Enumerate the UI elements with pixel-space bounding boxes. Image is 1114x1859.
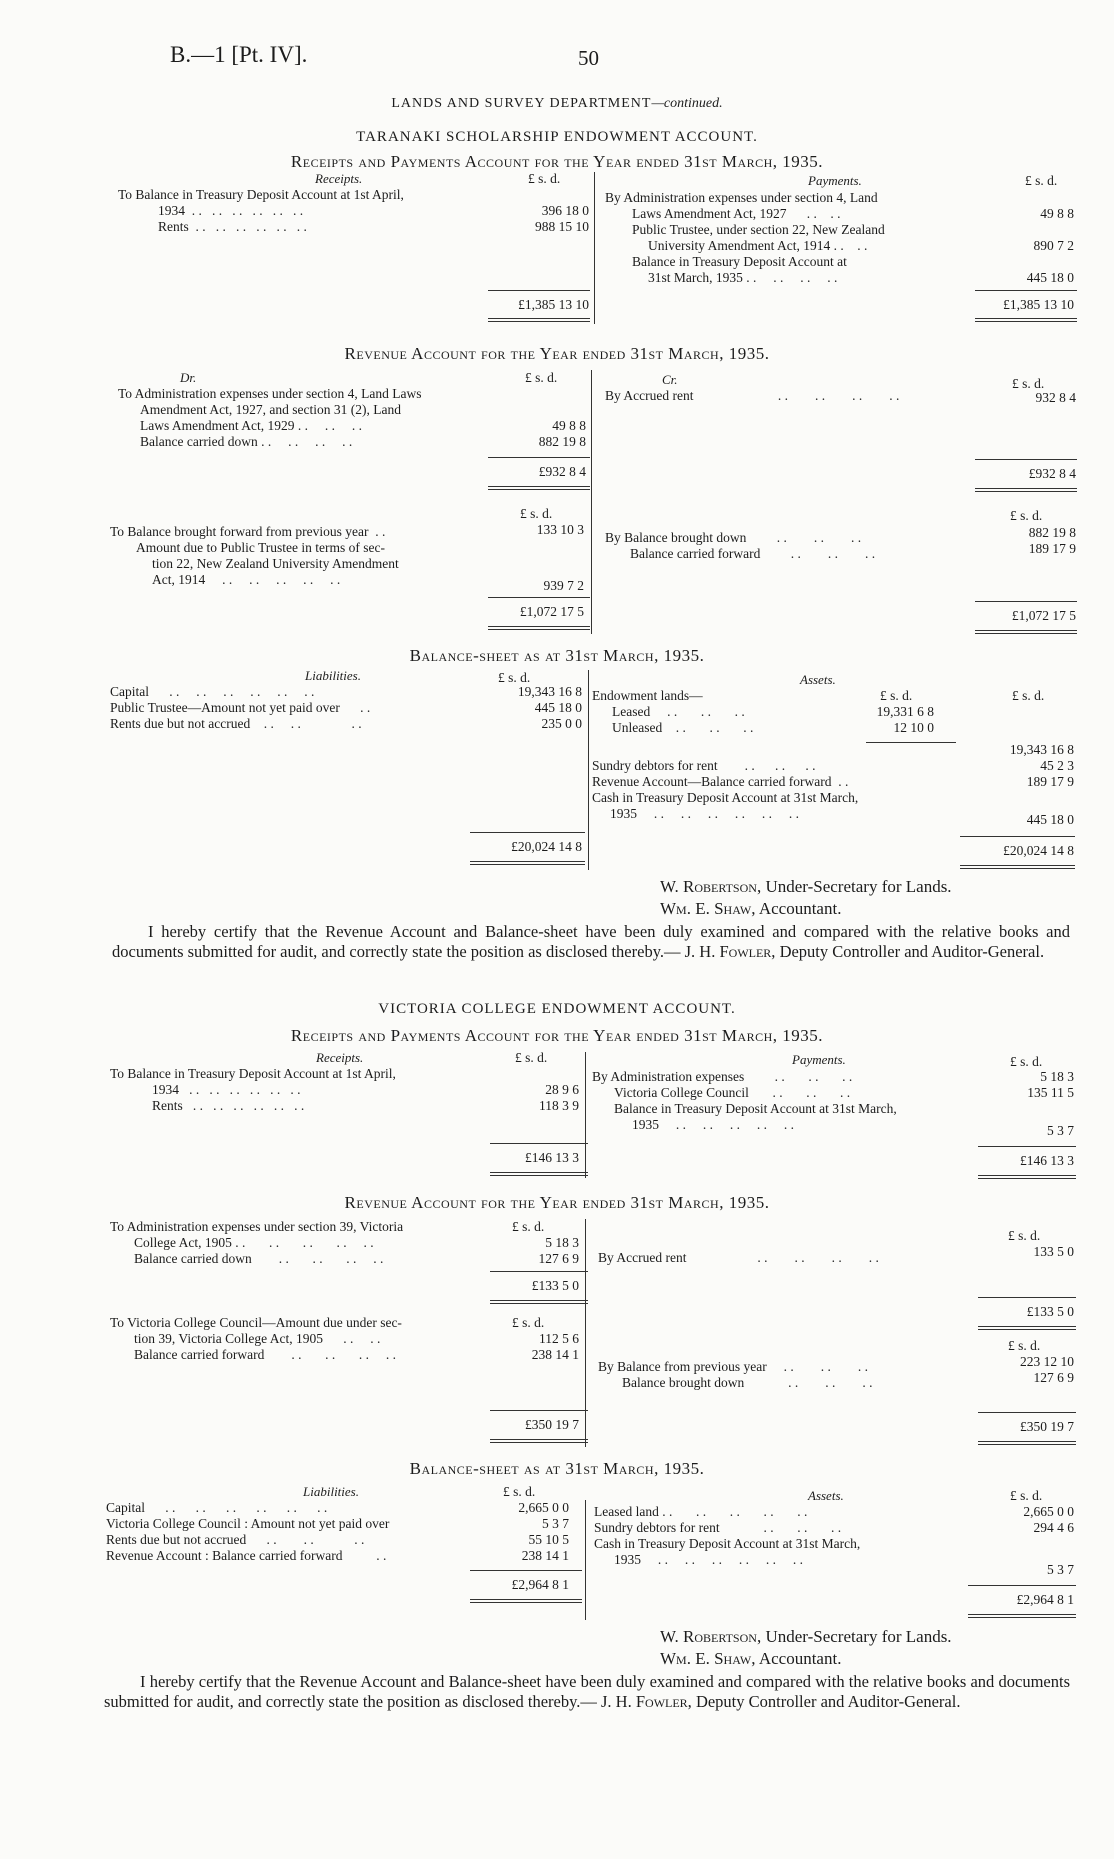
- assets-heading: Assets.: [800, 672, 836, 687]
- column-divider: [585, 1219, 586, 1447]
- double-rule: [488, 486, 590, 490]
- double-rule: [490, 1439, 588, 1443]
- payment-line: 1935 . . . . . . . . . .: [632, 1117, 794, 1132]
- amount: 19,343 16 8: [517, 684, 582, 699]
- total-rule: [488, 457, 590, 458]
- signature-under-secretary: W. Robertson, Under-Secretary for Lands.: [660, 1627, 952, 1646]
- amount: 133 10 3: [536, 522, 584, 537]
- lsd-heading: £ s. d.: [498, 670, 531, 685]
- payments-heading: Payments.: [808, 173, 862, 188]
- account-title: TARANAKI SCHOLARSHIP ENDOWMENT ACCOUNT.: [356, 129, 758, 145]
- signature-accountant: Wm. E. Shaw, Accountant.: [660, 1649, 842, 1668]
- double-rule: [470, 1599, 582, 1603]
- amount: 189 17 9: [1028, 541, 1076, 556]
- amount: 396 18 0: [541, 203, 589, 218]
- asset-line: Endowment lands—: [592, 688, 703, 703]
- assets-total: £2,964 8 1: [1016, 1592, 1074, 1607]
- column-divider: [588, 670, 589, 870]
- amount: 5 3 7: [542, 1516, 569, 1531]
- amount: 55 10 5: [528, 1532, 569, 1547]
- receipt-line: To Balance in Treasury Deposit Account at 1st April,: [118, 187, 404, 202]
- debit-line: College Act, 1905 . . . . . . . . . .: [134, 1235, 374, 1250]
- lsd-heading: £ s. d.: [520, 506, 553, 521]
- total-rule: [470, 1570, 582, 1571]
- liabilities-heading: Liabilities.: [305, 668, 361, 683]
- debit-total: £350 19 7: [525, 1417, 579, 1432]
- credit-total: £1,072 17 5: [1011, 608, 1076, 623]
- amount: 127 6 9: [1033, 1370, 1074, 1385]
- double-rule: [978, 1441, 1076, 1445]
- debit-line: Balance carried down . . . . . . . .: [140, 434, 353, 449]
- lsd-heading: £ s. d.: [880, 688, 913, 703]
- receipts-payments-title: Receipts and Payments Account for the Year ended 31st March, 1935.: [290, 1026, 824, 1045]
- debit-heading: Dr.: [180, 370, 197, 385]
- receipt-line: Rents . . . . . . . . . . . .: [152, 1098, 305, 1113]
- credit-line: Balance brought down . . . . . .: [622, 1375, 873, 1390]
- receipt-line: To Balance in Treasury Deposit Account at 1st April,: [110, 1066, 396, 1081]
- debit-line: To Administration expenses under section 39, Victoria: [110, 1219, 404, 1234]
- lsd-heading: £ s. d.: [503, 1484, 536, 1499]
- total-rule: [978, 1297, 1076, 1298]
- total-rule: [968, 1585, 1076, 1586]
- double-rule: [960, 865, 1075, 869]
- column-divider: [585, 1052, 586, 1178]
- signature-under-secretary: W. Robertson, Under-Secretary for Lands.: [660, 877, 952, 896]
- revenue-title: Revenue Account for the Year ended 31st March, 1935.: [344, 1193, 770, 1212]
- payments-total: £146 13 3: [1020, 1153, 1074, 1168]
- amount: 238 14 1: [521, 1548, 569, 1563]
- debit-line: Balance carried down . . . . . . . .: [134, 1251, 384, 1266]
- lsd-heading: £ s. d.: [1010, 508, 1043, 523]
- lsd-heading: £ s. d.: [512, 1219, 545, 1234]
- account-title: VICTORIA COLLEGE ENDOWMENT ACCOUNT.: [378, 1001, 736, 1017]
- amount: 238 14 1: [531, 1347, 579, 1362]
- signature-accountant: Wm. E. Shaw, Accountant.: [660, 899, 842, 918]
- total-rule: [978, 1412, 1076, 1413]
- amount: 5 3 7: [1047, 1562, 1074, 1577]
- total-rule: [490, 1271, 588, 1272]
- liabilities-heading: Liabilities.: [303, 1484, 359, 1499]
- receipt-line: Rents . . . . . . . . . . . .: [158, 219, 307, 234]
- lsd-heading: £ s. d.: [1008, 1228, 1041, 1243]
- payment-line: 31st March, 1935 . . . . . . . .: [648, 270, 838, 285]
- asset-line: Sundry debtors for rent . . . . . .: [594, 1520, 842, 1535]
- receipts-total: £1,385 13 10: [518, 297, 589, 312]
- liability-line: Revenue Account : Balance carried forward . .: [106, 1548, 387, 1563]
- amount: 49 8 8: [552, 418, 586, 433]
- total-rule: [975, 601, 1077, 602]
- double-rule: [975, 488, 1077, 492]
- receipt-line: 1934 . . . . . . . . . . . .: [158, 203, 304, 218]
- double-rule: [488, 318, 590, 322]
- credit-total: £932 8 4: [1028, 466, 1076, 481]
- amount: 445 18 0: [1026, 270, 1074, 285]
- amount: 5 18 3: [1040, 1069, 1074, 1084]
- credit-line: Balance carried forward . . . . . .: [630, 546, 876, 561]
- liability-line: Capital . . . . . . . . . . . .: [106, 1500, 328, 1515]
- audit-certificate: I hereby certify that the Revenue Account and Balance-sheet have been duly examined and compared with the relative books and documents submitted for audit, and correctly state the position as disclosed thereby.— J. H. Fowler, Deputy Controller and Auditor-General.: [104, 1672, 1070, 1711]
- amount: 135 11 5: [1027, 1085, 1074, 1100]
- asset-line: Sundry debtors for rent . . . . . .: [592, 758, 816, 773]
- debit-line: Act, 1914 . . . . . . . . . .: [152, 572, 341, 587]
- credit-line: By Accrued rent . . . . . . . .: [605, 388, 900, 403]
- amount: 445 18 0: [1026, 812, 1074, 827]
- total-rule: [960, 836, 1075, 837]
- lsd-heading: £ s. d.: [1012, 376, 1045, 391]
- amount: 445 18 0: [534, 700, 582, 715]
- total-rule: [490, 1143, 588, 1144]
- payment-line: Balance in Treasury Deposit Account at: [632, 254, 847, 269]
- asset-line: Leased . . . . . .: [612, 704, 745, 719]
- amount: 882 19 8: [1028, 525, 1076, 540]
- liability-line: Rents due but not accrued . . . . . .: [110, 716, 362, 731]
- double-rule: [978, 1326, 1076, 1330]
- amount: 5 3 7: [1047, 1123, 1074, 1138]
- debit-total: £133 5 0: [531, 1278, 579, 1293]
- asset-line: Revenue Account—Balance carried forward . .: [592, 774, 849, 789]
- double-rule: [978, 1175, 1076, 1179]
- double-rule: [975, 630, 1077, 634]
- lsd-heading: £ s. d.: [1012, 688, 1045, 703]
- amount: 133 5 0: [1033, 1244, 1074, 1259]
- total-rule: [975, 290, 1077, 291]
- total-rule: [978, 1146, 1076, 1147]
- double-rule: [488, 626, 590, 630]
- debit-line: To Administration expenses under section 4, Land Laws: [118, 386, 422, 401]
- subtotal-rule: [866, 742, 956, 743]
- lsd-heading: £ s. d.: [1010, 1054, 1043, 1069]
- receipts-payments-title: Receipts and Payments Account for the Year ended 31st March, 1935.: [290, 152, 824, 171]
- page-number: 50: [578, 46, 599, 70]
- amount: 45 2 3: [1040, 758, 1074, 773]
- column-divider: [591, 370, 592, 634]
- debit-line: Balance carried forward . . . . . . . .: [134, 1347, 397, 1362]
- amount: 5 18 3: [545, 1235, 579, 1250]
- total-rule: [975, 459, 1077, 460]
- debit-line: Laws Amendment Act, 1929 . . . . . .: [140, 418, 362, 433]
- liability-line: Capital . . . . . . . . . . . .: [110, 684, 315, 699]
- amount: 118 3 9: [539, 1098, 579, 1113]
- lsd-heading: £ s. d.: [512, 1315, 545, 1330]
- liabilities-total: £2,964 8 1: [511, 1577, 569, 1592]
- balance-sheet-title: Balance-sheet as at 31st March, 1935.: [409, 646, 705, 665]
- amount: 19,331 6 8: [876, 704, 934, 719]
- asset-line: Unleased . . . . . .: [612, 720, 754, 735]
- double-rule: [968, 1614, 1076, 1618]
- receipts-heading: Receipts.: [316, 1050, 364, 1065]
- assets-total: £20,024 14 8: [1003, 843, 1074, 858]
- asset-line: Cash in Treasury Deposit Account at 31st March,: [592, 790, 859, 805]
- debit-line: Amount due to Public Trustee in terms of sec-: [136, 540, 385, 555]
- payment-line: By Administration expenses . . . . . .: [592, 1069, 853, 1084]
- liability-line: Rents due but not accrued . . . . . .: [106, 1532, 365, 1547]
- balance-sheet-title: Balance-sheet as at 31st March, 1935.: [409, 1459, 705, 1478]
- amount: 882 19 8: [538, 434, 586, 449]
- total-rule: [490, 1410, 588, 1411]
- double-rule: [470, 861, 585, 865]
- lsd-heading: £ s. d.: [1010, 1488, 1043, 1503]
- total-rule: [488, 290, 590, 291]
- credit-total: £133 5 0: [1026, 1304, 1074, 1319]
- amount: 19,343 16 8: [1009, 742, 1074, 757]
- payment-line: Public Trustee, under section 22, New Zealand: [632, 222, 885, 237]
- receipt-line: 1934 . . . . . . . . . . . .: [152, 1082, 301, 1097]
- amount: 28 9 6: [545, 1082, 579, 1097]
- liabilities-total: £20,024 14 8: [511, 839, 582, 854]
- asset-line: Leased land . . . . . . . . . .: [594, 1504, 808, 1519]
- liability-line: Victoria College Council : Amount not yet paid over: [106, 1516, 390, 1531]
- asset-line: Cash in Treasury Deposit Account at 31st March,: [594, 1536, 861, 1551]
- credit-line: By Balance from previous year . . . . . .: [598, 1359, 868, 1374]
- department-title: LANDS AND SURVEY DEPARTMENT—continued.: [391, 96, 723, 111]
- liability-line: Public Trustee—Amount not yet paid over . .: [110, 700, 371, 715]
- debit-line: To Balance brought forward from previous year . .: [110, 524, 386, 539]
- amount: 2,665 0 0: [1023, 1504, 1074, 1519]
- column-divider: [585, 1500, 586, 1620]
- credit-line: By Balance brought down . . . . . .: [605, 530, 862, 545]
- total-rule: [488, 597, 590, 598]
- payment-line: Victoria College Council . . . . . .: [614, 1085, 851, 1100]
- amount: 294 4 6: [1033, 1520, 1074, 1535]
- assets-heading: Assets.: [808, 1488, 844, 1503]
- amount: 49 8 8: [1040, 206, 1074, 221]
- asset-line: 1935 . . . . . . . . . . . .: [610, 806, 799, 821]
- payment-line: Laws Amendment Act, 1927 . . . .: [632, 206, 841, 221]
- double-rule: [975, 318, 1077, 322]
- payment-line: University Amendment Act, 1914 . . . .: [648, 238, 868, 253]
- amount: 890 7 2: [1033, 238, 1074, 253]
- amount: 939 7 2: [543, 578, 584, 593]
- debit-total: £932 8 4: [538, 464, 586, 479]
- revenue-title: Revenue Account for the Year ended 31st March, 1935.: [344, 344, 770, 363]
- debit-line: tion 39, Victoria College Act, 1905 . . . .: [134, 1331, 381, 1346]
- document-reference: B.—1 [Pt. IV].: [170, 42, 308, 67]
- credit-heading: Cr.: [662, 372, 678, 387]
- column-divider: [594, 172, 595, 324]
- double-rule: [490, 1172, 588, 1176]
- payment-line: By Administration expenses under section 4, Land: [605, 190, 878, 205]
- asset-line: 1935 . . . . . . . . . . . .: [614, 1552, 803, 1567]
- receipts-total: £146 13 3: [525, 1150, 579, 1165]
- amount: 112 5 6: [539, 1331, 579, 1346]
- lsd-heading: £ s. d.: [515, 1050, 548, 1065]
- credit-total: £350 19 7: [1020, 1419, 1074, 1434]
- amount: 235 0 0: [541, 716, 582, 731]
- lsd-heading: £ s. d.: [1025, 173, 1058, 188]
- double-rule: [490, 1300, 588, 1304]
- debit-line: Amendment Act, 1927, and section 31 (2), Land: [140, 402, 401, 417]
- lsd-heading: £ s. d.: [1008, 1338, 1041, 1353]
- audit-certificate: I hereby certify that the Revenue Account and Balance-sheet have been duly examined and compared with the relative books and documents submitted for audit, and correctly state the position as disclosed thereby.— J. H. Fowler, Deputy Controller and Auditor-General.: [112, 922, 1070, 961]
- payments-total: £1,385 13 10: [1003, 297, 1074, 312]
- debit-total: £1,072 17 5: [519, 604, 584, 619]
- amount: 189 17 9: [1026, 774, 1074, 789]
- lsd-heading: £ s. d.: [528, 171, 561, 186]
- amount: 12 10 0: [893, 720, 934, 735]
- amount: 988 15 10: [535, 219, 589, 234]
- debit-line: To Victoria College Council—Amount due under sec-: [110, 1315, 402, 1330]
- payment-line: Balance in Treasury Deposit Account at 31st March,: [614, 1101, 897, 1116]
- amount: 2,665 0 0: [518, 1500, 569, 1515]
- amount: 127 6 9: [538, 1251, 579, 1266]
- total-rule: [470, 832, 585, 833]
- debit-line: tion 22, New Zealand University Amendment: [152, 556, 399, 571]
- receipts-heading: Receipts.: [315, 171, 363, 186]
- lsd-heading: £ s. d.: [525, 370, 558, 385]
- credit-line: By Accrued rent . . . . . . . .: [598, 1250, 879, 1265]
- amount: 932 8 4: [1035, 390, 1076, 405]
- payments-heading: Payments.: [792, 1052, 846, 1067]
- amount: 223 12 10: [1020, 1354, 1074, 1369]
